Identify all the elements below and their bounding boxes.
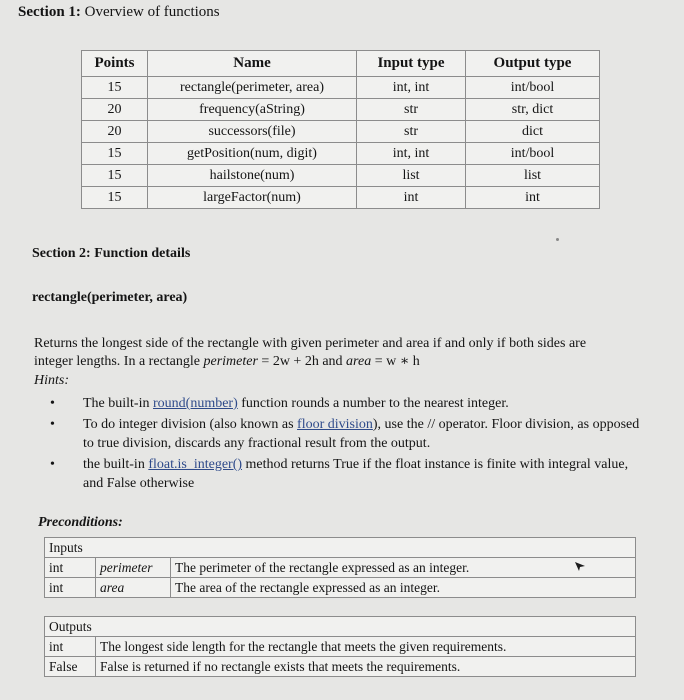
overview-table [81, 50, 600, 209]
cell-input-type: list [357, 165, 466, 187]
table-row [82, 143, 600, 165]
hint-text: To do integer division (also known as [83, 417, 298, 432]
output-type: int [45, 637, 96, 657]
bullet-icon: • [50, 396, 55, 411]
list-item [50, 415, 650, 453]
desc-area: area [346, 354, 372, 369]
cell-name: successors(file) [148, 121, 357, 143]
header-name: Name [148, 51, 357, 77]
function-signature: rectangle(perimeter, area) [32, 290, 188, 305]
outputs-header-row [45, 617, 636, 637]
cell-points: 15 [82, 143, 148, 165]
cell-name: rectangle(perimeter, area) [148, 77, 357, 99]
inputs-label: Inputs [45, 538, 636, 558]
desc-line2-e: = w ∗ h [371, 354, 420, 369]
speck [556, 238, 559, 241]
section2-heading: Section 2: Function details [32, 246, 191, 261]
header-points: Points [82, 51, 148, 77]
cell-points: 20 [82, 99, 148, 121]
table-row [45, 578, 636, 598]
hints-label: Hints: [34, 373, 69, 388]
cell-name: frequency(aString) [148, 99, 357, 121]
hint-text: ), use the // operator. Floor division, as opposed to true division, discards any fractional result from the output. [83, 417, 640, 451]
cell-output-type: dict [466, 121, 600, 143]
cell-input-type: str [357, 99, 466, 121]
desc-line1: Returns the longest side of the rectangle with given perimeter and area if and only if both sides are [34, 336, 587, 351]
input-desc: The area of the rectangle expressed as an integer. [171, 578, 636, 598]
cell-output-type: str, dict [466, 99, 600, 121]
table-row [45, 657, 636, 677]
hint-text: the built-in [83, 457, 149, 472]
list-item [50, 455, 650, 493]
cell-input-type: int, int [357, 143, 466, 165]
cursor-pin-icon [573, 559, 587, 573]
desc-line2-c: = 2w + 2h and [257, 354, 347, 369]
cell-output-type: int/bool [466, 77, 600, 99]
cell-output-type: int [466, 187, 600, 209]
hint-text: method returns True if the float instance is finite with integral value, and False otherwise [83, 457, 629, 491]
cell-input-type: int [357, 187, 466, 209]
outputs-label: Outputs [45, 617, 636, 637]
round-link[interactable]: round(number) [153, 396, 238, 411]
table-row [82, 77, 600, 99]
table-row [82, 121, 600, 143]
cell-points: 20 [82, 121, 148, 143]
input-type: int [45, 578, 96, 598]
section1-title: Overview of functions [84, 4, 220, 20]
list-item [50, 394, 650, 413]
input-desc: The perimeter of the rectangle expressed as an integer. [171, 558, 636, 578]
header-output-type: Output type [466, 51, 600, 77]
floor-division-link[interactable]: floor division [297, 417, 373, 432]
bullet-icon: • [50, 417, 55, 432]
cell-output-type: list [466, 165, 600, 187]
outputs-table [44, 616, 636, 677]
table-row [82, 99, 600, 121]
cell-name: hailstone(num) [148, 165, 357, 187]
output-desc: False is returned if no rectangle exists that meets the requirements. [96, 657, 636, 677]
hint-text: The built-in [83, 396, 153, 411]
input-name: area [96, 578, 171, 598]
cell-name: largeFactor(num) [148, 187, 357, 209]
header-input-type: Input type [357, 51, 466, 77]
hint-text: function rounds a number to the nearest integer. [237, 396, 509, 411]
input-name: perimeter [96, 558, 171, 578]
table-row [82, 165, 600, 187]
hints-list [50, 394, 650, 495]
cell-points: 15 [82, 165, 148, 187]
table-row [45, 637, 636, 657]
cell-input-type: int, int [357, 77, 466, 99]
cell-output-type: int/bool [466, 143, 600, 165]
cell-points: 15 [82, 77, 148, 99]
cell-name: getPosition(num, digit) [148, 143, 357, 165]
cell-points: 15 [82, 187, 148, 209]
inputs-header-row [45, 538, 636, 558]
desc-perimeter: perimeter [203, 354, 258, 369]
cell-input-type: str [357, 121, 466, 143]
desc-line2-a: integer lengths. In a rectangle [34, 354, 204, 369]
table-row [82, 187, 600, 209]
overview-header-row [82, 51, 600, 77]
bullet-icon: • [50, 457, 55, 472]
preconditions-title: Preconditions: [38, 515, 123, 530]
output-type: False [45, 657, 96, 677]
float-is-integer-link[interactable]: float.is_integer() [148, 457, 243, 472]
section1-heading [18, 4, 220, 21]
output-desc: The longest side length for the rectangle that meets the given requirements. [96, 637, 636, 657]
section1-label: Section 1: [18, 4, 81, 20]
table-row [45, 558, 636, 578]
inputs-table [44, 537, 636, 598]
input-type: int [45, 558, 96, 578]
function-description [34, 335, 654, 371]
